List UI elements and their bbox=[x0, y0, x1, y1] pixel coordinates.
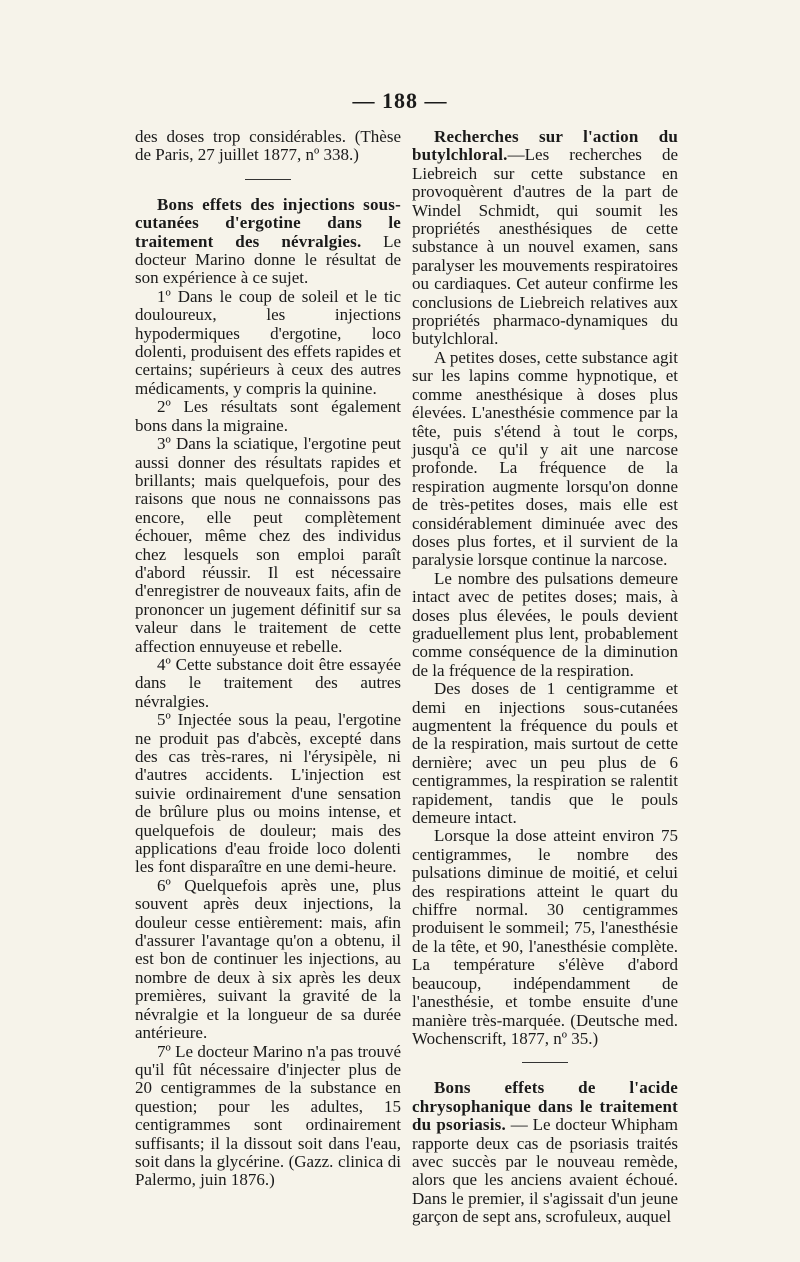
psoriasis-article-heading: Bons effets de l'acide chrysophanique dans le traitement du psoriasis. bbox=[412, 1078, 678, 1135]
left-column bbox=[135, 128, 401, 1190]
butylchloral-paragraph-4: Des doses de 1 centigramme et demi en injections sous-cutanées augmentent la fréquence du pouls et de la respiration, mais surtout de cette dernière; avec un peu plus de 6 centigrammes, la respiration se ralentit rapidement, tandis que le pouls demeure intact. bbox=[412, 679, 678, 828]
right-column bbox=[412, 128, 678, 1227]
butylchloral-paragraph-5: Lorsque la dose atteint environ 75 centigrammes, le nombre des pulsations diminue de moitié, et celui des respirations atteint le quart du chiffre normal. 30 centigrammes produisent le sommeil; 75, l'anesthésie de la tête, et 90, l'anesthésie complète. La température s'élève d'abord beaucoup, indépendamment de l'anesthésie, et tombe ensuite d'une manière très-marquée. (Deutsche med. Wochenscrift, 1877, nº 35.) bbox=[412, 826, 678, 1048]
ergotine-article-intro: Le docteur Marino donne le résultat de son expérience à ce sujet. bbox=[135, 231, 401, 288]
butylchloral-text-1: —Les recherches de Liebreich sur cette substance en provoquèrent d'autres de la part de Windel Schmidt, qui soumit les propriétés anesthésiques de cette substance à un nouvel examen, sans paralyser les mouvements respiratoires ou cardiaques. Cet auteur confirme les conclusions de Liebreich relatives aux propriétés pharmaco-dynamiques du butylchloral. bbox=[412, 145, 678, 349]
ergotine-item-3: 3º Dans la sciatique, l'ergotine peut aussi donner des résultats rapides et brillants; mais quelquefois, pour des raisons que nous ne connaissons pas encore, elle peut complètement échouer, même chez des individus chez lesquels son emploi paraît d'abord réussir. Il est nécessaire d'enregistrer de nouveaux faits, afin de prononcer un jugement définitif sur sa valeur dans le traitement de cette affection ennuyeuse et rebelle. bbox=[135, 434, 401, 656]
ergotine-item-1: 1º Dans le coup de soleil et le tic douloureux, les injections hypodermiques d'ergotine, loco dolenti, produisent des effets rapides et certains; supérieurs à ceux des autres médicaments, y compris la quinine. bbox=[135, 286, 401, 398]
ergotine-item-5: 5º Injectée sous la peau, l'ergotine ne produit pas d'abcès, excepté dans des cas très-rares, ni l'érysipèle, ni d'autres accidents. L'injection est suivie ordinairement d'une sensation de brûlure plus ou moins intense, et quelquefois de douleur; mais des applications d'eau froide loco dolenti les font disparaître en une demi-heure. bbox=[135, 710, 401, 877]
butylchloral-paragraph-3: Le nombre des pulsations demeure intact avec de petites doses; mais, à doses plus élevées, le pouls devient graduellement plus lent, probablement comme conséquence de la diminution de la fréquence de la respiration. bbox=[412, 568, 678, 680]
ergotine-item-7: 7º Le docteur Marino n'a pas trouvé qu'il fût nécessaire d'injecter plus de 20 centigrammes de la substance en question; pour les adultes, 15 centigrammes sont ordinairement suffisants; il la dissout soit dans l'eau, soit dans la glycérine. (Gazz. clinica di Palermo, juin 1876.) bbox=[135, 1041, 401, 1190]
ergotine-article-lead bbox=[135, 196, 401, 288]
butylchloral-article-heading: Recherches sur l'action du butylchloral. bbox=[412, 127, 678, 165]
ergotine-article-heading: Bons effets des injections sous-cutanées d'ergotine dans le traitement des névralgies. bbox=[135, 194, 401, 251]
ergotine-item-6: 6º Quelquefois après une, plus souvent après deux injections, la douleur cesse entièrement: mais, afin d'assurer l'avantage qu'on a obtenu, il est bon de continuer les injections, au nombre de deux à six après les deux premières, suivant la gravité de la névralgie et la longueur de sa durée antérieure. bbox=[135, 875, 401, 1043]
intro-paragraph: des doses trop considérables. (Thèse de Paris, 27 juillet 1877, nº 338.) bbox=[135, 127, 401, 165]
ergotine-item-2: 2º Les résultats sont également bons dans la migraine. bbox=[135, 397, 401, 435]
psoriasis-text: — Le docteur Whipham rapporte deux cas de psoriasis traités avec succès par le nouveau remède, alors que les anciens avaient échoué. Dans le premier, il s'agissait d'un jeune garçon de sept ans, scrofuleux, auquel bbox=[412, 1115, 678, 1227]
section-divider bbox=[245, 179, 291, 180]
psoriasis-paragraph bbox=[412, 1079, 678, 1226]
butylchloral-paragraph-1 bbox=[412, 128, 678, 349]
section-divider bbox=[522, 1062, 568, 1063]
butylchloral-paragraph-2: A petites doses, cette substance agit sur les lapins comme hypnotique, et comme anesthésique à doses plus élevées. L'anesthésie commence par la tête, puis s'étend à tout le corps, jusqu'à ce qu'il y ait une narcose profonde. La fréquence de la respiration augmente lorsqu'on donne de très-petites doses, mais elle est considérablement diminuée avec des doses plus fortes, et il survient de la paralysie lorsque continue la narcose. bbox=[412, 347, 678, 570]
ergotine-item-4: 4º Cette substance doit être essayée dans le traitement des autres névralgies. bbox=[135, 654, 401, 711]
page-number: — 188 — bbox=[352, 88, 448, 113]
